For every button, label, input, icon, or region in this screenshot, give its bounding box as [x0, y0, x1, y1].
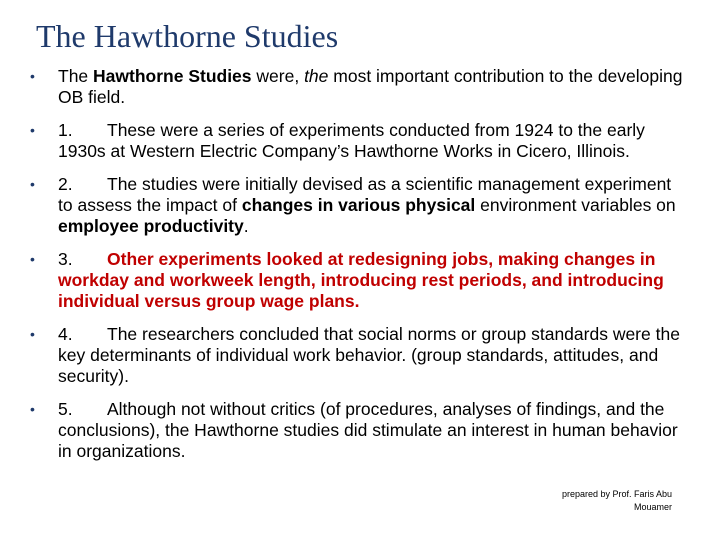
bullet-number: 2. — [58, 174, 73, 194]
b1-mid: were, — [251, 66, 305, 86]
bullet-number: 4. — [58, 324, 73, 344]
bullet-list — [30, 66, 690, 474]
bullet-2 — [30, 174, 690, 237]
bullet-icon: • — [30, 68, 35, 84]
bullet-number: 3. — [58, 249, 73, 269]
bullet-text: Although not without critics (of procedures, analyses of findings, and the conclusions), the Hawthorne studies did stimulate an interest in human behavior in organizations. — [58, 399, 678, 461]
bullet-text: The researchers concluded that social norms or group standards were the key determinants of individual work behavior. (group standards, attitudes, and security). — [58, 324, 680, 386]
b3-pre: The studies were initially devised as a scientific management experiment to assess the impact of — [58, 174, 672, 215]
bullet-icon: • — [30, 401, 35, 417]
bullet-4 — [30, 324, 690, 387]
bullet-number: 1. — [58, 120, 73, 140]
slide-title: The Hawthorne Studies — [36, 18, 339, 54]
b3-bold2: employee productivity — [58, 216, 244, 236]
b1-bold: Hawthorne Studies — [93, 66, 252, 86]
b1-pre: The — [58, 66, 94, 86]
bullet-5 — [30, 399, 690, 462]
author-credit — [520, 488, 672, 514]
b3-post: . — [243, 216, 249, 236]
bullet-intro — [30, 66, 690, 108]
b1-post: most important contribution to the developing OB field. — [58, 66, 683, 107]
credit-line-1: prepared by Prof. Faris Abu — [561, 489, 672, 499]
bullet-number: 5. — [58, 399, 73, 419]
bullet-1 — [30, 120, 690, 162]
b3-bold1: changes in various physical — [241, 195, 476, 215]
bullet-3 — [30, 249, 690, 312]
bullet-icon: • — [30, 251, 35, 267]
credit-line-2: Mouamer — [633, 502, 672, 512]
bullet-text: These were a series of experiments conducted from 1924 to the early 1930s at Western Electric Company’s Hawthorne Works in Cicero, Illinois. — [58, 120, 645, 161]
bullet-icon: • — [30, 122, 35, 138]
bullet-icon: • — [30, 326, 35, 342]
b1-ital: the — [304, 66, 329, 86]
b3-mid: environment variables on — [475, 195, 676, 215]
bullet-icon: • — [30, 176, 35, 192]
bullet-text-highlight: Other experiments looked at redesigning jobs, making changes in workday and workweek length, introducing rest periods, and introducing individual versus group wage plans. — [58, 249, 664, 311]
